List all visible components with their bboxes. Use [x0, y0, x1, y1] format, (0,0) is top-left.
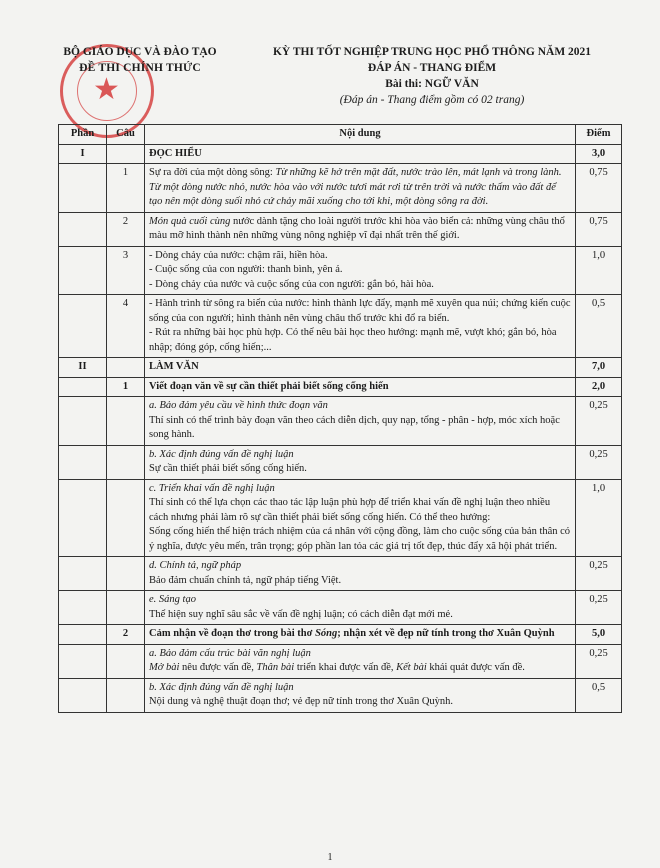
table-row	[59, 164, 622, 213]
part2-title: LÀM VĂN	[145, 358, 576, 378]
table-row	[59, 246, 622, 295]
table-row	[59, 479, 622, 557]
q3-num: 3	[107, 246, 145, 295]
w1-b-score: 0,25	[576, 445, 622, 479]
w1-c: c. Triển khai vấn đề nghị luận Thí sinh có thể lựa chọn các thao tác lập luận phù hợp để triển khai vấn đề nghị luận theo nhiều cách nhưng phải làm rõ sự cần thiết phải biết sống cống hiến. Có thể theo hướng: Sống cống hiến thể hiện trách nhiệm của cá nhân với cộng đồng, làm cho cuộc sống của bản thân có ý nghĩa, được yêu mến, trân trọng; góp phần lan tỏa các giá trị tốt đẹp, thúc đẩy xã hội phát triển.	[145, 479, 576, 557]
table-row	[59, 295, 622, 358]
w1-d: d. Chính tả, ngữ pháp Bảo đảm chuẩn chính tả, ngữ pháp tiếng Việt.	[145, 557, 576, 591]
w1-num: 1	[107, 377, 145, 397]
table-header-row	[59, 125, 622, 145]
q4-score: 0,5	[576, 295, 622, 358]
col-question: Câu	[107, 125, 145, 145]
ministry-name: BỘ GIÁO DỤC VÀ ĐÀO TẠO	[63, 46, 217, 58]
page-number: 1	[327, 852, 333, 863]
q2-score: 0,75	[576, 212, 622, 246]
part1-num: I	[59, 144, 107, 164]
q1-content: Sự ra đời của một dòng sông: Từ những kẽ hở trên mặt đất, nước trào lên, mát lạnh và trong lành. Từ một dòng nước nhỏ, nước hòa vào với nước tươi mát rơi từ trên trời và nước thấm vào đất để tạo nên một dòng suối nhỏ cứ chảy mãi xuống cho tới khi, một dòng sông ra đời.	[145, 164, 576, 213]
q2-content: Món quà cuối cùng nước dành tặng cho loài người trước khi hòa vào biển cả: những vùng châu thổ màu mỡ hình thành nên những vùng nông nghiệp vĩ đại nhất trên thế giới.	[145, 212, 576, 246]
w1-a-score: 0,25	[576, 397, 622, 446]
w1-e: e. Sáng tạo Thể hiện suy nghĩ sâu sắc về vấn đề nghị luận; có cách diễn đạt mới mẻ.	[145, 591, 576, 625]
table-row	[59, 377, 622, 397]
part2-num: II	[59, 358, 107, 378]
w2-b: b. Xác định đúng vấn đề nghị luận Nội dung và nghệ thuật đoạn thơ; vẻ đẹp nữ tính trong thơ Xuân Quỳnh.	[145, 678, 576, 712]
subject: Bài thi: NGỮ VĂN	[385, 78, 479, 90]
w1-d-score: 0,25	[576, 557, 622, 591]
w2-b-score: 0,5	[576, 678, 622, 712]
w1-score: 2,0	[576, 377, 622, 397]
part1-title: ĐỌC HIỂU	[145, 144, 576, 164]
w2-score: 5,0	[576, 625, 622, 645]
doc-type: ĐÁP ÁN - THANG ĐIỂM	[367, 62, 497, 74]
part1-score: 3,0	[576, 144, 622, 164]
page-note: (Đáp án - Thang điểm gồm có 02 trang)	[339, 94, 525, 106]
official-label: ĐỀ THI CHÍNH THỨC	[79, 62, 201, 74]
table-row	[59, 625, 622, 645]
table-row	[59, 678, 622, 712]
w1-a: a. Bảo đảm yêu cầu về hình thức đoạn văn Thí sinh có thể trình bày đoạn văn theo cách diễn dịch, quy nạp, tổng - phân - hợp, móc xích hoặc song hành.	[145, 397, 576, 446]
header-left	[40, 44, 240, 76]
answer-table	[58, 124, 622, 713]
w1-b: b. Xác định đúng vấn đề nghị luận Sự cần thiết phải biết sống cống hiến.	[145, 445, 576, 479]
w1-c-score: 1,0	[576, 479, 622, 557]
table-row	[59, 644, 622, 678]
q1-num: 1	[107, 164, 145, 213]
w2-title: Cảm nhận về đoạn thơ trong bài thơ Sóng; nhận xét về đẹp nữ tính trong thơ Xuân Quỳnh	[145, 625, 576, 645]
q2-num: 2	[107, 212, 145, 246]
header-right	[222, 44, 642, 108]
table-row	[59, 591, 622, 625]
q1-score: 0,75	[576, 164, 622, 213]
part1-row	[59, 144, 622, 164]
w2-a-score: 0,25	[576, 644, 622, 678]
seal-star-icon: ★	[93, 73, 120, 106]
table-row	[59, 397, 622, 446]
part2-score: 7,0	[576, 358, 622, 378]
table-row	[59, 212, 622, 246]
w1-e-score: 0,25	[576, 591, 622, 625]
q4-num: 4	[107, 295, 145, 358]
w2-a: a. Bảo đảm cấu trúc bài văn nghị luận Mở bài nêu được vấn đề, Thân bài triển khai được vấn đề, Kết bài khái quát được vấn đề.	[145, 644, 576, 678]
part2-row	[59, 358, 622, 378]
q3-content: - Dòng chảy của nước: chậm rãi, hiền hòa. - Cuộc sống của con người: thanh bình, yên ả. - Dòng chảy của nước và cuộc sống của con người: gắn bó, hài hòa.	[145, 246, 576, 295]
q4-content: - Hành trình từ sông ra biển của nước: hình thành lực đẩy, mạnh mẽ xuyên qua núi; chứng kiến cuộc sống của con người; hình thành nên vùng châu thổ trước khi đổ ra biển. - Rút ra những bài học phù hợp. Có thể nêu bài học theo hướng: mạnh mẽ, vượt khó; gắn bó, hòa nhập; đóng góp, cống hiến;...	[145, 295, 576, 358]
table-row	[59, 445, 622, 479]
w2-num: 2	[107, 625, 145, 645]
col-score: Điểm	[576, 125, 622, 145]
col-part: Phần	[59, 125, 107, 145]
col-content: Nội dung	[145, 125, 576, 145]
exam-title: KỲ THI TỐT NGHIỆP TRUNG HỌC PHỔ THÔNG NĂM 2021	[272, 46, 592, 58]
q3-score: 1,0	[576, 246, 622, 295]
w1-title: Viết đoạn văn về sự cần thiết phải biết sống cống hiến	[145, 377, 576, 397]
table-row	[59, 557, 622, 591]
